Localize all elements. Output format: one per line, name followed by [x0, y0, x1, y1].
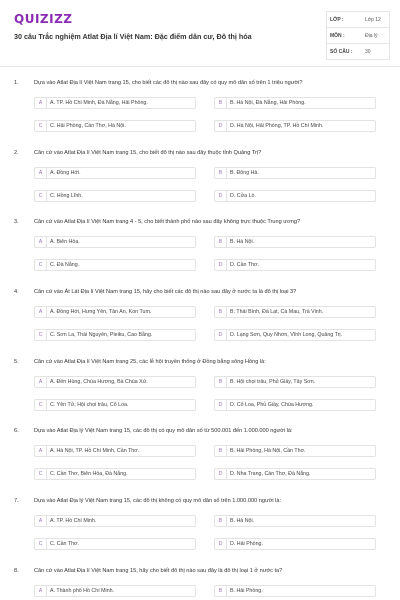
answer-option[interactable]	[34, 259, 196, 271]
option-text: C. Hồng Lĩnh.	[50, 193, 83, 199]
answer-option[interactable]	[214, 468, 376, 480]
option-letter: C	[35, 330, 47, 340]
meta-value: Lớp 12	[365, 17, 381, 23]
option-letter: C	[35, 191, 47, 201]
option-text: D. Cần Thơ.	[230, 262, 259, 268]
option-letter: B	[215, 98, 227, 108]
page-title: 30 câu Trắc nghiệm Atlat Địa lí Việt Nam: Đặc điểm dân cư, Đô thị hóa	[14, 32, 252, 41]
option-letter: A	[35, 586, 47, 596]
question-text: Căn cứ vào Atlat Địa lí Việt Nam trang 15, hãy cho biết đô thị nào sau đây là đô thị loại 1 ở nước ta?	[34, 568, 283, 574]
option-text: A. TP. Hồ Chí Minh.	[50, 518, 97, 524]
option-text: C. Sơn La, Thái Nguyên, Pleiku, Cao Bằng.	[50, 332, 153, 338]
option-letter: C	[35, 469, 47, 479]
option-letter: D	[215, 400, 227, 410]
option-letter: D	[215, 330, 227, 340]
answer-option[interactable]	[34, 97, 196, 109]
meta-label: MÔN :	[330, 33, 345, 39]
answer-option[interactable]	[34, 306, 196, 318]
answer-option[interactable]	[214, 120, 376, 132]
option-text: B. Đông Hà.	[230, 170, 259, 176]
question-text: Căn cứ vào Atlat Địa lí Việt Nam trang 25, các lễ hội truyền thống ở Đồng bằng sông Hồng là:	[34, 359, 266, 365]
answer-option[interactable]	[214, 259, 376, 271]
answer-option[interactable]	[214, 585, 376, 597]
meta-value: Địa lý	[365, 33, 378, 39]
answer-option[interactable]	[34, 399, 196, 411]
question-text: Căn cứ vào Atlat Địa lí Việt Nam trang 4 - 5, cho biết thành phố nào sau đây không trực thuộc Trung ương?	[34, 219, 301, 225]
meta-row-subject	[327, 28, 389, 44]
answer-option[interactable]	[34, 585, 196, 597]
option-letter: D	[215, 469, 227, 479]
answer-option[interactable]	[34, 445, 196, 457]
option-letter: B	[215, 516, 227, 526]
answer-option[interactable]	[34, 120, 196, 132]
question-number: 2.	[14, 150, 19, 156]
option-letter: A	[35, 446, 47, 456]
option-letter: D	[215, 260, 227, 270]
answer-option[interactable]	[214, 376, 376, 388]
option-text: D. Nha Trang, Cần Thơ, Đà Nẵng.	[230, 471, 311, 477]
option-text: B. Hội chọi trâu, Phủ Giầy, Tây Sơn.	[230, 379, 316, 385]
question-text: Căn cứ vào Atlat Địa lí Việt Nam trang 15, cho biết đô thị nào sau đây thuộc tỉnh Quảng Trị?	[34, 150, 262, 156]
option-text: B. Hải Phòng, Hà Nội, Cần Thơ.	[230, 448, 306, 454]
option-text: B. Hà Nội, Đà Nẵng, Hải Phòng.	[230, 100, 306, 106]
option-letter: C	[35, 539, 47, 549]
option-letter: D	[215, 191, 227, 201]
option-letter: A	[35, 307, 47, 317]
option-letter: B	[215, 586, 227, 596]
option-text: C. Đà Nẵng.	[50, 262, 80, 268]
option-letter: B	[215, 377, 227, 387]
question-text: Căn cứ vào Át Lát Địa lí Việt Nam trang 15, hãy cho biết các đô thị nào sau đây ở nước ta là đô thị loại 3?	[34, 289, 297, 295]
answer-option[interactable]	[214, 329, 376, 341]
option-text: D. Hà Nội, Hải Phòng, TP. Hồ Chí Minh.	[230, 123, 324, 129]
option-text: A. Đền Hùng, Chùa Hương, Bà Chúa Xứ.	[50, 379, 148, 385]
option-text: B. Hải Phòng.	[230, 588, 263, 594]
answer-option[interactable]	[214, 190, 376, 202]
question-number: 4.	[14, 289, 19, 295]
question-number: 7.	[14, 498, 19, 504]
option-text: C. Yên Tử, Hội chọi trâu, Cổ Loa.	[50, 402, 129, 408]
question-number: 6.	[14, 428, 19, 434]
option-text: A. Đồng Hới, Hưng Yên, Tân An, Kon Tum.	[50, 309, 152, 315]
meta-value: 30	[365, 49, 371, 55]
question-number: 3.	[14, 219, 19, 225]
option-letter: A	[35, 98, 47, 108]
quizizz-logo[interactable]: QUIZIZZ	[14, 12, 73, 26]
question-number: 1.	[14, 80, 19, 86]
question-text: Dựa vào Atlat Địa lí Việt Nam trang 15, cho biết các đô thị nào sau đây có quy mô dân số trên 1 triệu người?	[34, 80, 303, 86]
option-text: A. Biên Hòa.	[50, 239, 80, 245]
option-text: A. TP. Hồ Chí Minh, Đà Nẵng, Hải Phòng.	[50, 100, 148, 106]
option-letter: B	[215, 307, 227, 317]
option-letter: A	[35, 516, 47, 526]
option-letter: A	[35, 168, 47, 178]
option-letter: B	[215, 168, 227, 178]
option-letter: C	[35, 400, 47, 410]
answer-option[interactable]	[34, 376, 196, 388]
option-text: C. Cần Thơ.	[50, 541, 79, 547]
answer-option[interactable]	[214, 306, 376, 318]
answer-option[interactable]	[214, 515, 376, 527]
option-letter: C	[35, 260, 47, 270]
option-letter: D	[215, 539, 227, 549]
option-letter: C	[35, 121, 47, 131]
option-text: D. Hải Phòng.	[230, 541, 263, 547]
meta-label: LỚP :	[330, 17, 344, 23]
option-text: D. Lạng Sơn, Quy Nhơn, Vĩnh Long, Quảng Trị.	[230, 332, 343, 338]
option-text: A. Hà Nội, TP. Hồ Chí Minh, Cần Thơ.	[50, 448, 140, 454]
meta-row-count	[327, 44, 389, 59]
option-text: B. Hà Nội.	[230, 239, 255, 245]
answer-option[interactable]	[214, 399, 376, 411]
option-letter: B	[215, 446, 227, 456]
question-text: Dựa vào Atlat Địa lý Việt Nam trang 15, các đô thị không có quy mô dân số trên 1.000.000 người là:	[34, 498, 282, 504]
option-text: A. Thành phố Hồ Chí Minh.	[50, 588, 115, 594]
option-letter: D	[215, 121, 227, 131]
option-text: A. Đồng Hới.	[50, 170, 81, 176]
question-text: Dựa vào Atlat Địa lý Việt Nam trang 15, các đô thị có quy mô dân số từ 500.001 đến 1.000.000 người là:	[34, 428, 293, 434]
header-divider	[0, 66, 400, 67]
option-text: D. Cổ Loa, Phủ Giầy, Chùa Hương.	[230, 402, 314, 408]
answer-option[interactable]	[214, 97, 376, 109]
answer-option[interactable]	[34, 468, 196, 480]
option-text: C. Hải Phòng, Cần Thơ, Hà Nội.	[50, 123, 126, 129]
answer-option[interactable]	[34, 329, 196, 341]
question-number: 8.	[14, 568, 19, 574]
answer-option[interactable]	[34, 167, 196, 179]
answer-option[interactable]	[214, 445, 376, 457]
question-number: 5.	[14, 359, 19, 365]
answer-option[interactable]	[34, 515, 196, 527]
option-letter: B	[215, 237, 227, 247]
answer-option[interactable]	[214, 167, 376, 179]
answer-option[interactable]	[34, 190, 196, 202]
answer-option[interactable]	[214, 236, 376, 248]
option-letter: A	[35, 237, 47, 247]
answer-option[interactable]	[214, 538, 376, 550]
worksheet-header	[0, 0, 400, 70]
option-text: C. Cần Thơ, Biên Hòa, Đà Nẵng.	[50, 471, 128, 477]
meta-label: SỐ CÂU :	[330, 49, 353, 55]
option-letter: A	[35, 377, 47, 387]
meta-row-class	[327, 12, 389, 28]
answer-option[interactable]	[34, 538, 196, 550]
option-text: B. Hà Nội.	[230, 518, 255, 524]
option-text: D. Cửa Lò.	[230, 193, 256, 199]
option-text: B. Thái Bình, Đà Lạt, Cà Mau, Trà Vinh.	[230, 309, 324, 315]
meta-table	[326, 11, 390, 60]
answer-option[interactable]	[34, 236, 196, 248]
